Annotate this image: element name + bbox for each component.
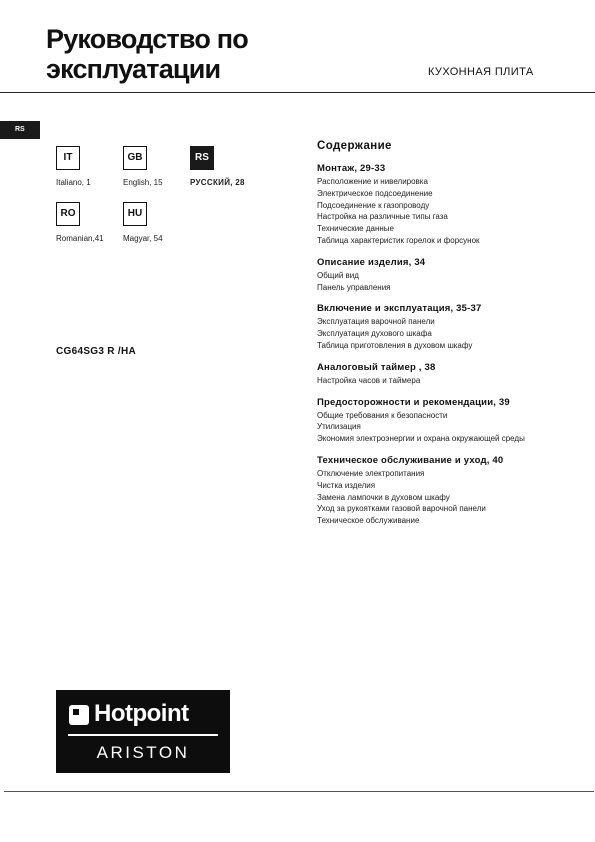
toc-item[interactable]: Экономия электроэнергии и охрана окружающей среды: [317, 434, 525, 444]
toc-section: [317, 257, 549, 294]
header-divider: [0, 92, 595, 93]
toc-item[interactable]: Чистка изделия: [317, 480, 376, 490]
toc-item[interactable]: Подсоединение к газопроводу: [317, 200, 430, 210]
title-line-1: Руководство по: [46, 24, 248, 54]
hotpoint-ariston-logo: [56, 690, 230, 773]
product-type: КУХОННАЯ ПЛИТА: [428, 66, 534, 78]
language-label-it: Italiano, 1: [56, 178, 91, 187]
toc-heading[interactable]: Аналоговый таймер , 38: [317, 361, 436, 373]
toc-item[interactable]: Эксплуатация духового шкафа: [317, 329, 432, 339]
toc-section: [317, 397, 549, 445]
toc-heading[interactable]: Техническое обслуживание и уход, 40: [317, 454, 504, 466]
title-line-2: эксплуатации: [46, 54, 221, 84]
toc-heading[interactable]: Описание изделия, 34: [317, 256, 426, 268]
toc-section: [317, 455, 549, 527]
toc-section: [317, 362, 549, 387]
logo-divider: [68, 734, 218, 736]
toc-item[interactable]: Таблица характеристик горелок и форсунок: [317, 235, 480, 245]
language-box-ro[interactable]: RO: [56, 202, 80, 226]
language-box-rs[interactable]: RS: [190, 146, 214, 170]
toc-section: [317, 303, 549, 351]
language-box-hu[interactable]: HU: [123, 202, 147, 226]
toc-item[interactable]: Расположение и нивелировка: [317, 177, 428, 186]
toc-item[interactable]: Настройка часов и таймера: [317, 375, 421, 385]
language-label-gb: English, 15: [123, 178, 163, 187]
toc-item[interactable]: Общий вид: [317, 270, 359, 280]
footer-divider: [4, 791, 594, 792]
language-side-tab: RS: [0, 121, 40, 139]
table-of-contents: [317, 139, 549, 537]
toc-title: Содержание: [317, 140, 392, 152]
language-label-hu: Magyar, 54: [123, 234, 163, 243]
toc-item[interactable]: Замена лампочки в духовом шкафу: [317, 492, 450, 502]
toc-item[interactable]: Панель управления: [317, 282, 391, 292]
toc-item[interactable]: Настройка на различные типы газа: [317, 212, 448, 222]
logo-mark-icon: [69, 705, 89, 725]
toc-item[interactable]: Эксплуатация варочной панели: [317, 317, 435, 327]
toc-item[interactable]: Таблица приготовления в духовом шкафу: [317, 340, 473, 350]
page-title: [46, 24, 248, 84]
language-label-ro: Romanian,41: [56, 234, 104, 243]
language-box-it[interactable]: IT: [56, 146, 80, 170]
toc-item[interactable]: Электрическое подсоединение: [317, 188, 433, 198]
toc-item[interactable]: Технические данные: [317, 224, 395, 234]
toc-item[interactable]: Утилизация: [317, 422, 361, 432]
toc-section: [317, 163, 549, 247]
logo-sub: ARISTON: [96, 743, 190, 762]
toc-item[interactable]: Общие требования к безопасности: [317, 410, 448, 420]
logo-brand: Hotpoint: [94, 700, 189, 727]
model-number: CG64SG3 R /HA: [56, 346, 137, 357]
toc-item[interactable]: Отключение электропитания: [317, 468, 425, 478]
toc-heading[interactable]: Монтаж, 29-33: [317, 163, 386, 174]
toc-item[interactable]: Уход за рукоятками газовой варочной панели: [317, 504, 486, 514]
language-box-gb[interactable]: GB: [123, 146, 147, 170]
toc-heading[interactable]: Включение и эксплуатация, 35-37: [317, 303, 482, 315]
language-label-rs: РУССКИЙ, 28: [190, 178, 245, 187]
toc-item[interactable]: Техническое обслуживание: [317, 516, 420, 526]
toc-heading[interactable]: Предосторожности и рекомендации, 39: [317, 396, 510, 408]
